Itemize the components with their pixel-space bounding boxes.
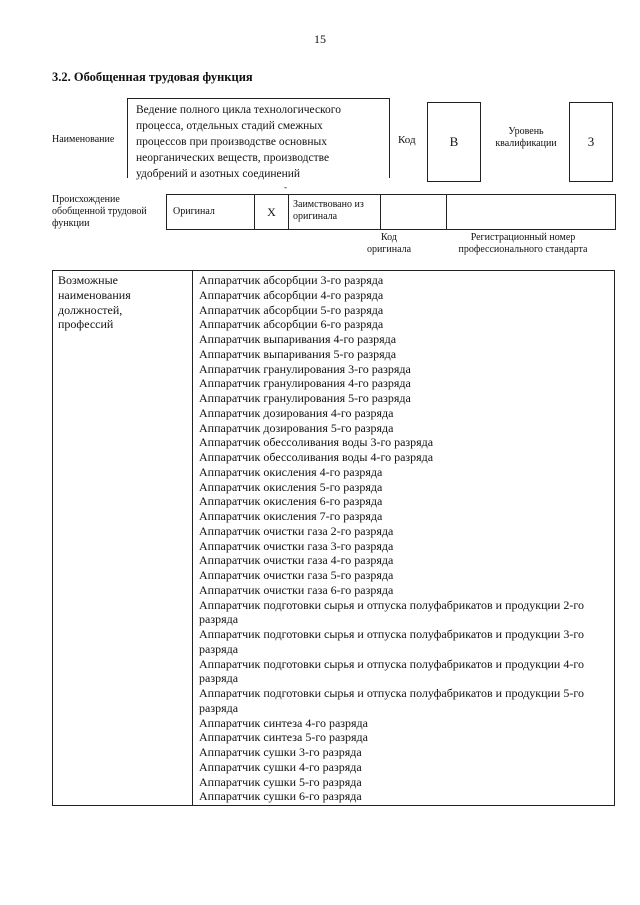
origin-label-line: обобщенной трудовой [52, 206, 147, 217]
position-item: Аппаратчик абсорбции 4-го разряда [199, 287, 384, 302]
name-label: Наименование [52, 134, 115, 145]
borrowed-label-line: Заимствовано из [293, 199, 364, 210]
function-name-line: неорганических веществ, производстве [136, 152, 330, 164]
position-item: Аппаратчик гранулирования 3-го разряда [199, 361, 411, 376]
function-name-line: Ведение полного цикла технологического [136, 104, 341, 116]
position-item: Аппаратчик очистки газа 6-го разряда [199, 582, 394, 597]
caption-line: Код [381, 232, 397, 243]
function-name-line: процесса, отдельных стадий смежных [136, 120, 323, 132]
original-mark-cell: Х [255, 195, 289, 229]
position-item: Аппаратчик абсорбции 3-го разряда [199, 273, 384, 287]
reg-number-caption [430, 232, 616, 256]
position-item: Аппаратчик выпаривания 5-го разряда [199, 346, 397, 361]
position-item: Аппаратчик окисления 7-го разряда [199, 509, 383, 523]
position-item: Аппаратчик подготовки сырья и отпуска полуфабрикатов и продукции 4-го разряда [199, 656, 584, 686]
function-name-line: процессов при производстве основных [136, 136, 327, 148]
borrowed-label-line: оригинала [293, 211, 338, 222]
positions-label-line: должностей, [58, 302, 123, 317]
position-item: Аппаратчик дозирования 4-го разряда [199, 405, 394, 420]
code-original-cell [381, 195, 447, 229]
caption-line: профессионального стандарта [458, 244, 588, 255]
position-item: Аппаратчик синтеза 5-го разряда [199, 730, 368, 745]
origin-label-line: функции [52, 218, 90, 229]
position-item: Аппаратчик гранулирования 5-го разряда [199, 391, 411, 405]
position-item: Аппаратчик сушки 4-го разряда [199, 759, 362, 774]
position-item: Аппаратчик выпаривания 4-го разряда [199, 332, 397, 346]
position-item: Аппаратчик дозирования 5-го разряда [199, 420, 394, 435]
position-item: Аппаратчик абсорбции 6-го разряда [199, 317, 384, 332]
position-item: Аппаратчик очистки газа 5-го разряда [199, 568, 394, 582]
position-item: Аппаратчик окисления 6-го разряда [199, 494, 383, 509]
position-item: Аппаратчик обессоливания воды 3-го разряда [199, 435, 434, 450]
reg-number-cell [447, 195, 615, 229]
code-original-caption [356, 232, 422, 256]
level-label-line: Уровень [508, 126, 544, 137]
page-number: 15 [314, 32, 326, 46]
position-item: Аппаратчик сушки 3-го разряда [199, 745, 362, 759]
function-name-box [127, 98, 390, 178]
caption-line: Регистрационный номер [470, 232, 576, 243]
position-item: Аппаратчик гранулирования 4-го разряда [199, 376, 411, 391]
level-label-line: квалификации [495, 138, 557, 149]
positions-list [193, 271, 614, 805]
position-item: Аппаратчик сушки 6-го разряда [199, 789, 362, 804]
code-label: Код [398, 134, 416, 146]
position-item: Аппаратчик очистки газа 4-го разряда [199, 553, 394, 568]
positions-label-line: наименования [58, 287, 131, 302]
code-value-box: В [427, 102, 481, 182]
level-label [486, 126, 566, 150]
original-cell: Оригинал [167, 195, 255, 229]
position-item: Аппаратчик окисления 4-го разряда [199, 464, 383, 479]
position-item: Аппаратчик абсорбции 5-го разряда [199, 302, 384, 317]
origin-row [166, 194, 616, 230]
section-title: 3.2. Обобщенная трудовая функция [52, 70, 253, 84]
dash-mark: - [284, 182, 287, 192]
position-item: Аппаратчик обессоливания воды 4-го разряда [199, 450, 434, 464]
origin-label-line: Происхождение [52, 194, 120, 205]
positions-label-cell [53, 271, 193, 805]
function-name-line: удобрений и азотных соединений [136, 168, 301, 180]
position-item: Аппаратчик подготовки сырья и отпуска полуфабрикатов и продукции 5-го разряда [199, 686, 584, 715]
position-item: Аппаратчик подготовки сырья и отпуска полуфабрикатов и продукции 2-го разряда [199, 597, 584, 627]
position-item: Аппаратчик подготовки сырья и отпуска полуфабрикатов и продукции 3-го разряда [199, 627, 584, 656]
positions-label-line: Возможные [58, 273, 118, 287]
borrowed-cell [289, 195, 381, 229]
positions-table [52, 270, 615, 806]
position-item: Аппаратчик очистки газа 3-го разряда [199, 538, 394, 553]
position-item: Аппаратчик синтеза 4-го разряда [199, 715, 368, 730]
position-item: Аппаратчик сушки 5-го разряда [199, 774, 362, 789]
position-item: Аппаратчик очистки газа 2-го разряда [199, 523, 394, 538]
caption-line: оригинала [366, 244, 412, 255]
origin-label [52, 194, 147, 230]
position-item: Аппаратчик окисления 5-го разряда [199, 479, 383, 494]
positions-label-line: профессий [58, 317, 114, 332]
level-value-box: 3 [569, 102, 613, 182]
